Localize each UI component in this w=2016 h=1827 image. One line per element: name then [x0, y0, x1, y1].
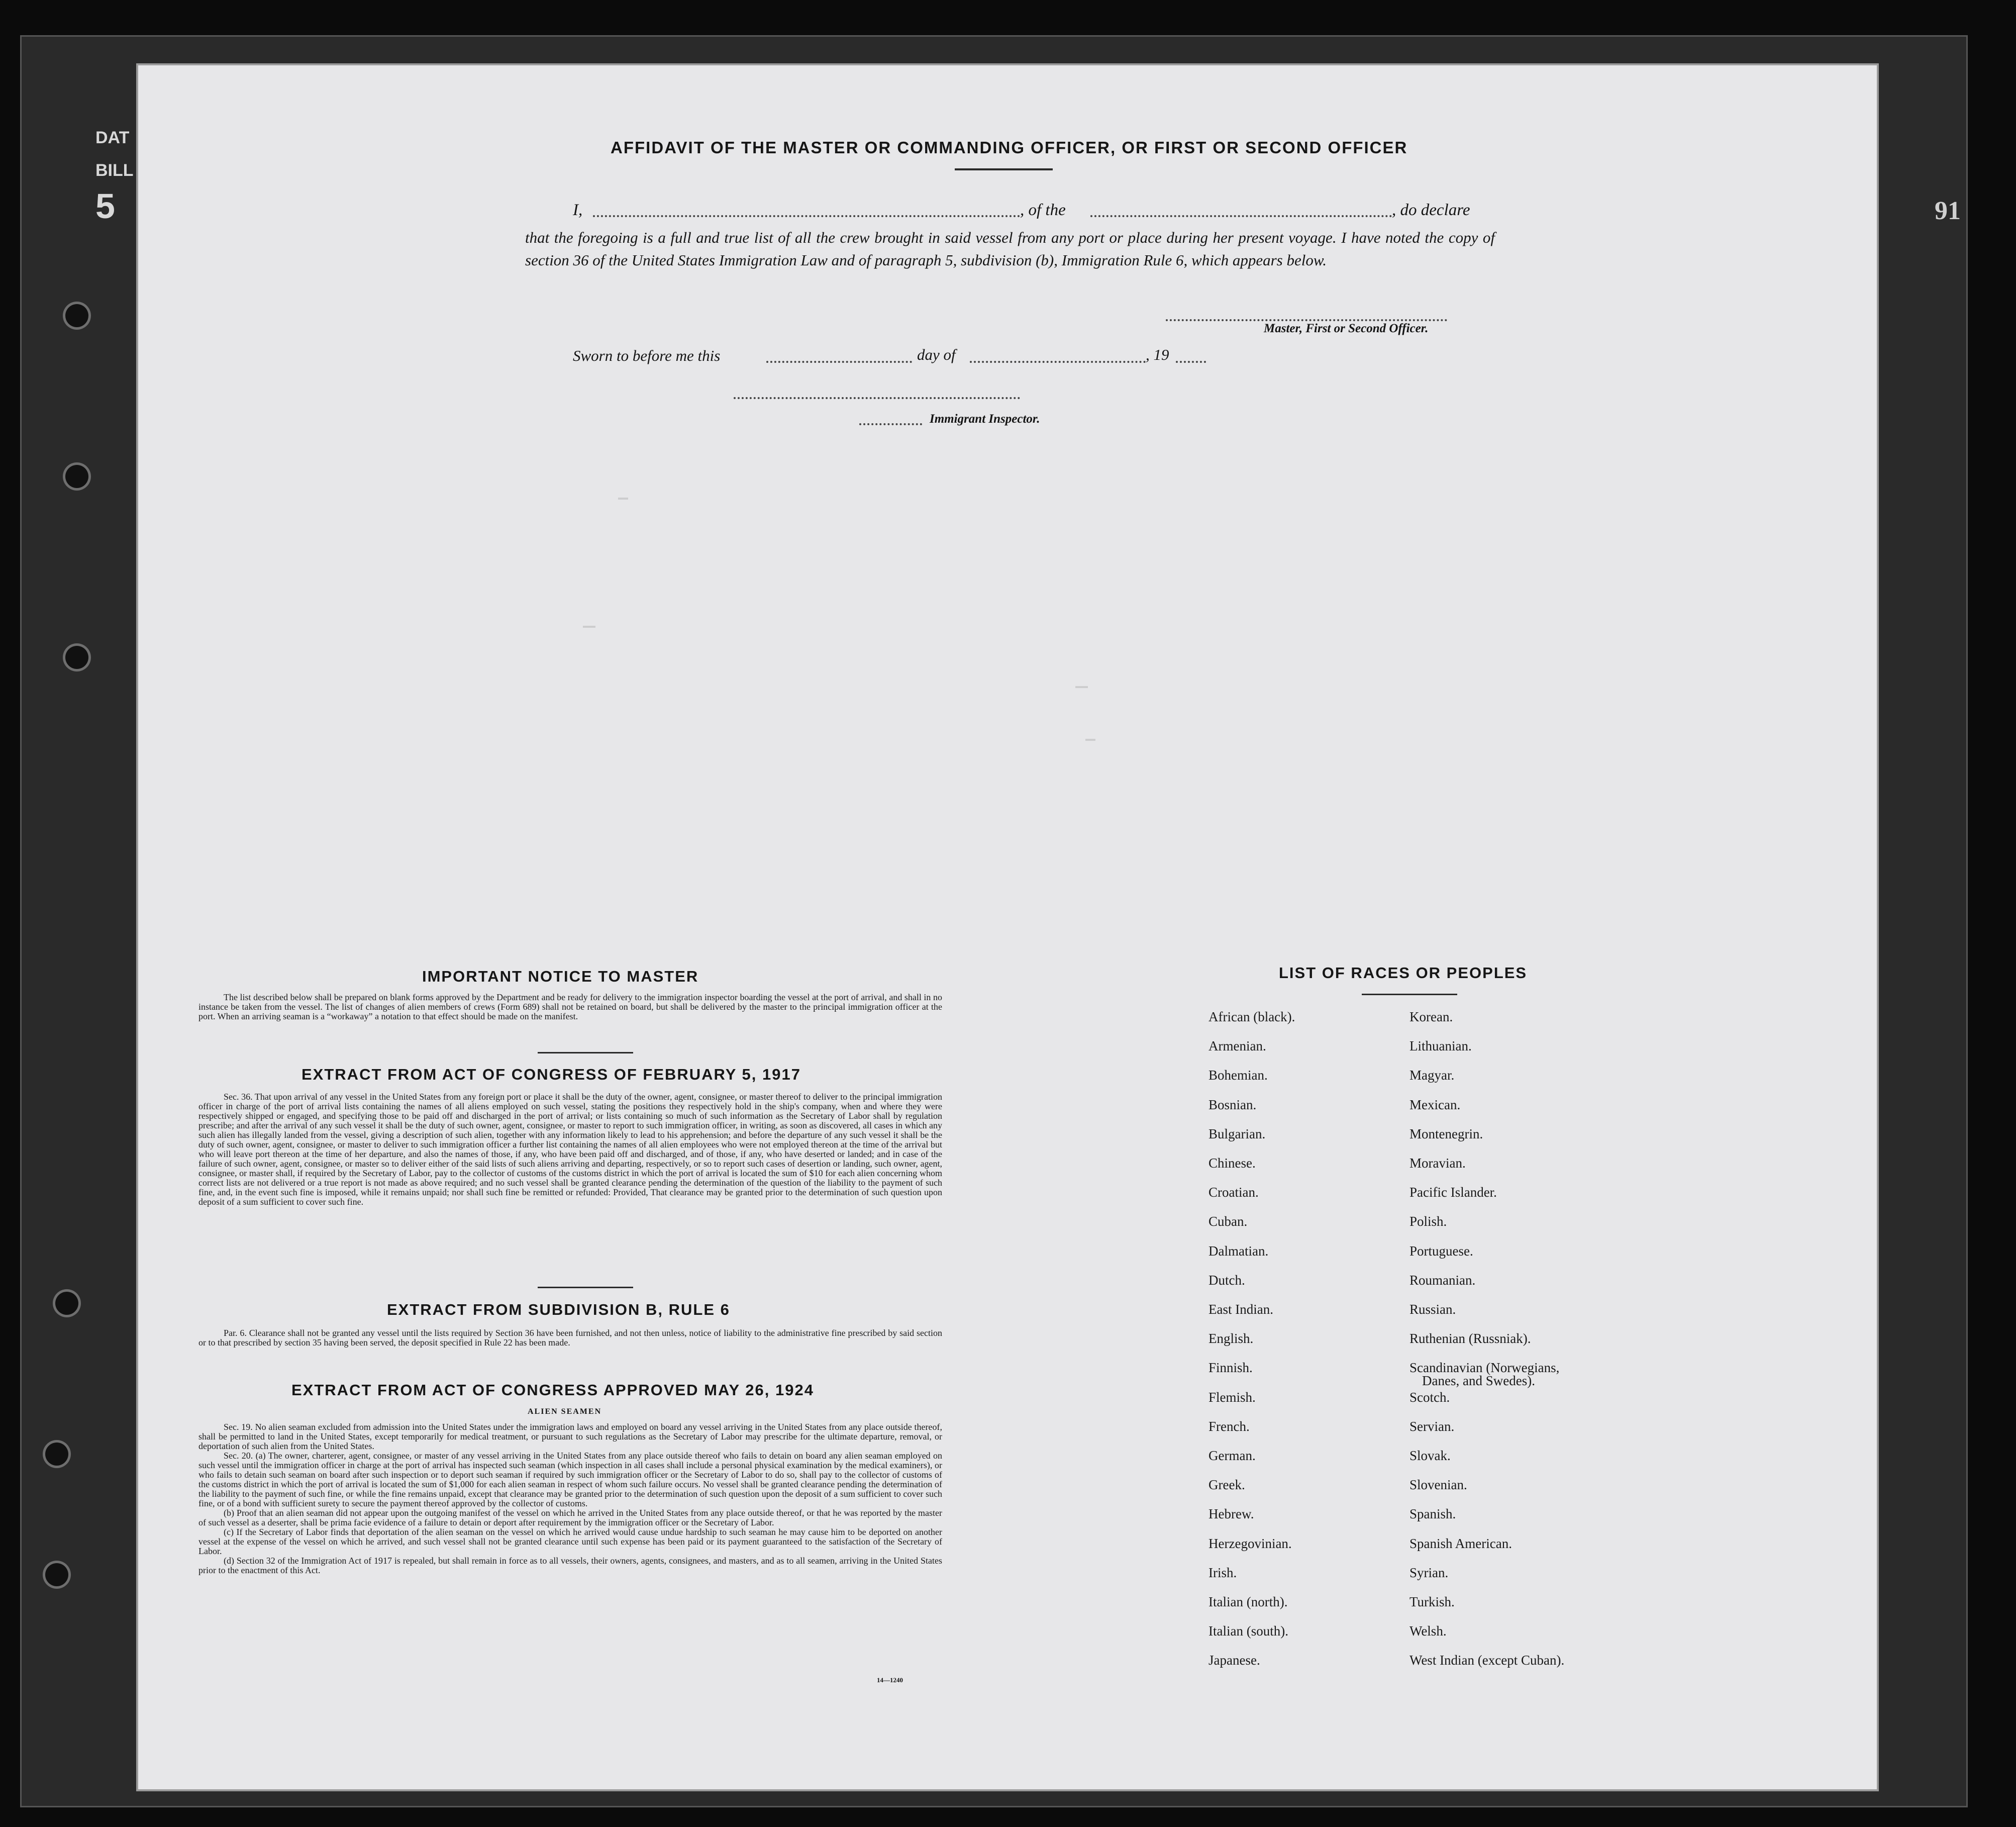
race-item: Croatian. [1208, 1185, 1259, 1200]
race-item: Spanish. [1409, 1506, 1456, 1521]
races-list [1206, 1009, 1658, 1678]
race-item: Montenegrin. [1409, 1126, 1483, 1141]
extract-1924-title: EXTRACT FROM ACT OF CONGRESS APPROVED MAY 26, 1924 [291, 1381, 814, 1399]
race-item: Scandinavian (Norwegians, [1409, 1360, 1560, 1375]
sworn-month-field[interactable] [970, 361, 1146, 363]
page-number: 91 [1935, 197, 1961, 225]
extract-1917-paragraph: Sec. 36. That upon arrival of any vessel in the United States from any foreign port or place it shall be the duty of the owner, agent, consignee, or master thereof to deliver to the principal immigration officer in charge of the port of arrival lists containing the names of all aliens employed on such vessel, stating the positions they respectively hold in the ship's company, when and where they were respectively shipped or engaged, and specifying those to be paid off and discharged in the port of arrival; or lists containing so much of such information as the Secretary of Labor shall by regulation prescribe; and after the arrival of any such vessel it shall be the duty of such owner, agent, consignee, or master to report to such immigration officer, in writing, as soon as discovered, all cases in which any such alien has illegally landed from the vessel, giving a description of such alien, together with any information likely to lead to his apprehension; and before the departure of any such vessel it shall be the duty of such owner, agent, consignee, or master to deliver to such immigration officer a further list containing the names of all alien employees who were not employed thereon at the time of the arrival but who will leave port thereon at the time of her departure, and also the names of those, if any, who have been paid off and discharged, and of those, if any, who have deserted or landed; and in case of the failure of such owner, agent, consignee, or master so to deliver either of the said lists of such aliens arriving and departing, respectively, or so to report such cases of desertion or landing, such owner, agent, consignee, or master shall, if required by the Secretary of Labor, pay to the collector of customs of the customs district in which the port of arrival is located the sum of $10 for each alien concerning whom correct lists are not delivered or a true report is not made as above required; and no such vessel shall be granted clearance pending the determination of the question of the liability to the payment of such fine, and, in the event such fine is imposed, while it remains unpaid; nor shall such fine be remitted or refunded: Provided, That clearance may be granted prior to the determination of such question upon deposit of a sum sufficient to cover such fine. [198, 1092, 942, 1207]
notice-rule [538, 1052, 633, 1053]
back-label-mark: 5 [95, 186, 115, 226]
punch-hole-icon [45, 1563, 68, 1586]
race-item: Bulgarian. [1208, 1126, 1266, 1141]
punch-hole-icon [65, 646, 88, 669]
extract-rule6-paragraph: Par. 6. Clearance shall not be granted any vessel until the lists required by Section 36 have been furnished, and not then unless, notice of liability to the administrative fine prescribed by said section or to that prescribed by section 35 having been served, the deposit specified in Rule 22 has been made. [198, 1328, 942, 1348]
sworn-label: Sworn to before me this [573, 347, 721, 364]
race-item: Magyar. [1409, 1068, 1455, 1083]
extract-1924-paragraph: (b) Proof that an alien seaman did not appear upon the outgoing manifest of the vessel on which he arrived in the United States from any place outside thereof, or that he was reported by the master of such vessel as a deserter, shall be prima facie evidence of a failure to detain or deport after requirement by the immigration officer or the Secretary of Labor. [198, 1508, 942, 1527]
show-through-mark [1075, 686, 1088, 688]
race-item: Welsh. [1409, 1623, 1447, 1639]
race-item: Japanese. [1208, 1653, 1260, 1668]
punch-hole-icon [45, 1443, 68, 1466]
back-label-date: DAT [95, 128, 130, 147]
race-item: Greek. [1208, 1477, 1245, 1492]
race-item: Polish. [1409, 1214, 1447, 1229]
affidavit-title: AFFIDAVIT OF THE MASTER OR COMMANDING OFFICER, OR FIRST OR SECOND OFFICER [611, 138, 1408, 157]
race-item: Slovak. [1409, 1448, 1451, 1463]
extract-rule6-text [198, 1328, 942, 1348]
race-item: Danes, and Swedes). [1422, 1373, 1535, 1388]
race-item: Finnish. [1208, 1360, 1253, 1375]
extract-1917-rule [538, 1287, 633, 1288]
race-item: Portuguese. [1409, 1243, 1473, 1259]
master-signature-label: Master, First or Second Officer. [1264, 322, 1429, 335]
punch-hole-icon [65, 304, 88, 327]
inspector-short-field[interactable] [859, 423, 922, 425]
inspector-signature-field[interactable] [734, 397, 1020, 399]
affidavit-body: that the foregoing is a full and true list of all the crew brought in said vessel from any port or place during her present voyage. I have noted the copy of section 36 of the United States Immigration Law and of paragraph 5, subdivision (b), Immigration Rule 6, which appears below. [525, 229, 1495, 269]
race-item: Slovenian. [1409, 1477, 1467, 1492]
affidavit-line1-i: I, [573, 201, 583, 219]
race-item: Scotch. [1409, 1390, 1450, 1405]
race-item: Korean. [1409, 1009, 1453, 1024]
back-label-bill: BILL [95, 161, 134, 180]
race-item: Flemish. [1208, 1390, 1256, 1405]
affidavit-line1-of: , of the [1020, 201, 1066, 219]
notice-paragraph: The list described below shall be prepared on blank forms approved by the Department and be ready for delivery to the immigration inspector boarding the vessel at the port of arrival, and shall in no instance be taken from the vessel. The list of changes of alien members of crews (Form 689) shall not be retained on board, but shall be delivered by the master to the principal immigration officer at the port. When an arriving seaman is a “workaway” a notation to that effect should be made on the manifest. [198, 992, 942, 1021]
sworn-day-of: day of [917, 346, 956, 363]
race-item: Spanish American. [1409, 1536, 1512, 1551]
race-item: Roumanian. [1409, 1273, 1476, 1288]
race-item: Herzegovinian. [1208, 1536, 1292, 1551]
race-item: French. [1208, 1419, 1250, 1434]
races-title: LIST OF RACES OR PEOPLES [1279, 964, 1528, 982]
affidavit-line1-declare: , do declare [1392, 201, 1470, 219]
show-through-mark [583, 626, 595, 628]
race-item: Lithuanian. [1409, 1038, 1472, 1053]
sworn-year-field[interactable] [1176, 361, 1206, 363]
punch-hole-icon [55, 1292, 78, 1315]
race-item: Servian. [1409, 1419, 1455, 1434]
race-item: Dutch. [1208, 1273, 1245, 1288]
race-item: Turkish. [1409, 1594, 1455, 1609]
race-item: Russian. [1409, 1302, 1456, 1317]
extract-1924-paragraph: (c) If the Secretary of Labor finds that deportation of the alien seaman on the vessel on which he arrived would cause undue hardship to such seaman he may cause him to be deported on another vessel at the expense of the vessel on which he arrived, and such vessel shall not be granted clearance until such expense has been paid or its payment guaranteed to the satisfaction of the Secretary of Labor. [198, 1527, 942, 1556]
extract-1917-text [198, 1092, 942, 1207]
form-number: 14—1240 [877, 1676, 903, 1684]
sworn-year: , 19 [1146, 346, 1169, 363]
extract-1924-subtitle: ALIEN SEAMEN [528, 1407, 602, 1416]
race-item: East Indian. [1208, 1302, 1273, 1317]
race-item: Syrian. [1409, 1565, 1449, 1580]
race-item: Mexican. [1409, 1097, 1461, 1112]
sworn-day-field[interactable] [766, 361, 912, 363]
race-item: Bohemian. [1208, 1068, 1268, 1083]
show-through-mark [618, 498, 628, 500]
master-signature-field[interactable] [1166, 319, 1447, 321]
race-item: English. [1208, 1331, 1254, 1346]
race-item: Irish. [1208, 1565, 1237, 1580]
race-item: Cuban. [1208, 1214, 1248, 1229]
race-item: Ruthenian (Russniak). [1409, 1331, 1531, 1346]
race-item: African (black). [1208, 1009, 1295, 1024]
race-item: Italian (north). [1208, 1594, 1288, 1609]
notice-text [198, 993, 942, 1021]
extract-1924-paragraph: Sec. 20. (a) The owner, charterer, agent, consignee, or master of any vessel arriving in the United States from any place outside thereof who fails to detain on board any alien seaman employed on such vessel until the immigration officer in charge at the port of arrival has inspected such seaman (which inspection in all cases shall include a personal physical examination by the medical examiners), or who fails to detain such seaman on board after such inspection or to deport such seaman if required by such immigration officer or the Secretary of Labor to do so, shall pay to the collector of customs of the customs district in which the port of arrival is located the sum of $1,000 for each alien seaman in respect of whom such failure occurs. No vessel shall be granted clearance pending the determination of the liability to the payment of such fine, or while the fine remains unpaid, except that clearance may be granted prior to the determination of such question upon the deposit of a sum sufficient to cover such fine, or of a bond with sufficient surety to secure the payment thereof approved by the collector of customs. [198, 1451, 942, 1508]
show-through-mark [1085, 739, 1095, 741]
race-item: Armenian. [1208, 1038, 1266, 1053]
title-rule [955, 168, 1053, 170]
notice-title: IMPORTANT NOTICE TO MASTER [422, 968, 699, 985]
race-item: Pacific Islander. [1409, 1185, 1497, 1200]
races-rule [1362, 994, 1457, 995]
extract-1917-title: EXTRACT FROM ACT OF CONGRESS OF FEBRUARY 5, 1917 [301, 1066, 801, 1083]
extract-rule6-title: EXTRACT FROM SUBDIVISION B, RULE 6 [387, 1301, 730, 1318]
race-item: Chinese. [1208, 1156, 1256, 1171]
race-item: German. [1208, 1448, 1256, 1463]
affidavit-name-field[interactable] [593, 215, 1020, 217]
affidavit-vessel-field[interactable] [1090, 215, 1392, 217]
punch-hole-icon [65, 465, 88, 488]
race-item: Dalmatian. [1208, 1243, 1269, 1259]
race-item: Bosnian. [1208, 1097, 1257, 1112]
extract-1924-paragraph: (d) Section 32 of the Immigration Act of 1917 is repealed, but shall remain in force as to all vessels, their owners, agents, consignees, and masters, and as to all seamen, arriving in the United States prior to the enactment of this Act. [198, 1556, 942, 1575]
race-item: West Indian (except Cuban). [1409, 1653, 1565, 1668]
race-item: Hebrew. [1208, 1506, 1254, 1521]
race-item: Italian (south). [1208, 1623, 1288, 1639]
extract-1924-text [198, 1422, 942, 1575]
inspector-label: Immigrant Inspector. [930, 412, 1040, 426]
race-item: Moravian. [1409, 1156, 1466, 1171]
extract-1924-paragraph: Sec. 19. No alien seaman excluded from admission into the United States under the immigration laws and employed on board any vessel arriving in the United States from any place outside thereof, shall be permitted to land in the United States, except temporarily for medical treatment, or pursuant to such regulations as the Secretary of Labor may prescribe for the ultimate departure, removal, or deportation of such alien from the United States. [198, 1422, 942, 1451]
